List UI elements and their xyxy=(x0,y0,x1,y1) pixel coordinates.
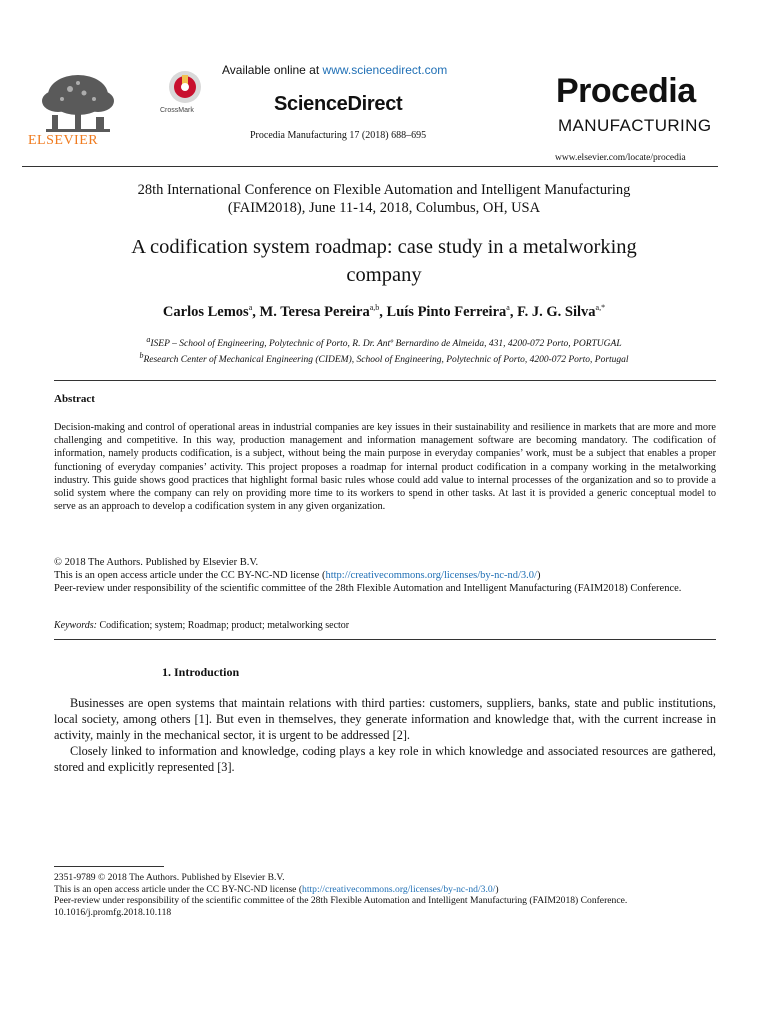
keywords-divider xyxy=(54,639,716,640)
available-prefix: Available online at xyxy=(222,63,323,77)
footer-license-suffix: ) xyxy=(495,883,499,895)
affiliation-text: ISEP – School of Engineering, Polytechnic of Porto, R. Dr. Antº Bernardino de Almeida, 431, 4200-072 Porto, PORTUGAL xyxy=(150,339,622,350)
keywords-label: Keywords: xyxy=(54,620,97,631)
conference-line-1: 28th International Conference on Flexible Automation and Intelligent Manufacturing xyxy=(137,182,631,198)
footnote-divider xyxy=(54,866,164,867)
affiliation-b xyxy=(40,351,728,365)
footer-license-line xyxy=(54,884,716,896)
license-suffix: ) xyxy=(536,570,541,581)
title-line-1: A codification system roadmap: case study in a metalworking xyxy=(131,236,637,258)
doi-line[interactable]: 10.1016/j.promfg.2018.10.118 xyxy=(54,906,172,918)
license-line xyxy=(54,569,716,582)
license-link[interactable]: http://creativecommons.org/licenses/by-nc-nd/3.0/ xyxy=(325,570,537,581)
keywords-list: Codification; system; Roadmap; product; metalworking sector xyxy=(96,620,350,631)
affiliation-a xyxy=(40,335,728,349)
author-affiliation-mark: a xyxy=(248,303,253,312)
abstract-heading: Abstract xyxy=(54,393,95,405)
affiliation-mark: a xyxy=(146,335,151,344)
keywords-line xyxy=(54,620,349,631)
journal-reference: Procedia Manufacturing 17 (2018) 688–695 xyxy=(250,130,427,141)
affiliation-mark: b xyxy=(139,351,144,360)
procedia-logo-title: Procedia xyxy=(556,72,696,110)
license-prefix: This is an open access article under the CC BY-NC-ND license ( xyxy=(54,570,326,581)
copyright-line: © 2018 The Authors. Published by Elsevier B.V. xyxy=(54,557,259,568)
article-title xyxy=(40,233,728,289)
introduction-body xyxy=(54,695,716,775)
abstract-top-divider xyxy=(54,380,716,381)
sciencedirect-title: ScienceDirect xyxy=(274,93,403,115)
available-online-line xyxy=(222,63,447,77)
author-list: Carlos Lemos$^a$, M. Teresa Pereira$^{a,b}$, Luís Pinto Ferreira$^a$, F. J. G. Silva$^{a,*}$ xyxy=(162,303,606,320)
author-affiliation-mark: a,* xyxy=(595,303,606,312)
footer-license-link[interactable]: http://creativecommons.org/licenses/by-nc-nd/3.0/ xyxy=(302,883,496,895)
footer-license-prefix: This is an open access article under the CC BY-NC-ND license ( xyxy=(54,883,303,895)
footer-peer-review-line: Peer-review under responsibility of the scientific committee of the 28th Flexible Automation and Intelligent Manufacturing (FAIM2018) Conference. xyxy=(54,895,628,907)
paragraph: Businesses are open systems that maintain relations with third parties: customers, suppliers, banks, state and public institutions, local society, among others [1]. But even in themselves, they generate information and knowledge that, with the current increase in activity, mainly in the mechanical sector, it is urgent to be addressed [2]. xyxy=(54,696,716,742)
conference-name xyxy=(40,181,728,217)
peer-review-line: Peer-review under responsibility of the scientific committee of the 28th Flexible Automation and Intelligent Manufacturing (FAIM2018) Conference. xyxy=(54,583,682,594)
sciencedirect-link[interactable]: www.sciencedirect.com xyxy=(322,63,448,77)
author-name: Carlos Lemos xyxy=(162,303,249,320)
author-affiliation-mark: a xyxy=(506,303,510,312)
journal-homepage-link[interactable]: www.elsevier.com/locate/procedia xyxy=(555,153,686,163)
procedia-logo-subtitle: MANUFACTURING xyxy=(558,116,712,135)
conference-line-2: (FAIM2018), June 11-14, 2018, Columbus, OH, USA xyxy=(227,200,541,216)
abstract-body: Decision-making and control of operational areas in industrial companies are key issues in their sustainability and resilience in markets that are more and more challenging and competitive. In this way, production management and information management software are becoming mandatory. The codification of information, namely products codification, is a subject, without being the main purpose in everyday companies’ work, must be a subject that enables a proper functioning of everyday companies’ activity. This project proposes a roadmap for internal product codification in a company working in the metalworking industry. This guide shows good practices that highlight formal basic rules whose could add value to internal processes of the organization and so to provide a solid system where the company can rely on providing more time to its workers to spend in other tasks. At last it is provided a generic conceptual model to serve as an approach to develop a codification system in any given organization. xyxy=(54,422,716,513)
author-name: Luís Pinto Ferreira xyxy=(386,303,507,320)
crossmark-icon[interactable] xyxy=(168,70,202,104)
crossmark-label: CrossMark xyxy=(160,107,194,114)
author-name: F. J. G. Silva xyxy=(517,303,596,320)
paragraph: Closely linked to information and knowledge, coding plays a key role in which knowledge and associated resources are gathered, stored and explicitly represented [3]. xyxy=(54,744,716,774)
elsevier-wordmark: ELSEVIER xyxy=(28,133,99,148)
affiliation-text: Research Center of Mechanical Engineering (CIDEM), School of Engineering, Polytechnic of Porto, 4200-072 Porto, Portugal xyxy=(143,355,629,366)
issn-line: 2351-9789 © 2018 The Authors. Published by Elsevier B.V. xyxy=(54,872,285,883)
section-heading-introduction: 1. Introduction xyxy=(162,665,240,679)
footer-block xyxy=(54,872,716,918)
copyright-block xyxy=(54,556,716,595)
author-name: M. Teresa Pereira xyxy=(259,303,370,320)
title-line-2: company xyxy=(346,264,422,286)
author-affiliation-mark: a,b xyxy=(369,303,380,312)
header-divider xyxy=(22,166,718,167)
